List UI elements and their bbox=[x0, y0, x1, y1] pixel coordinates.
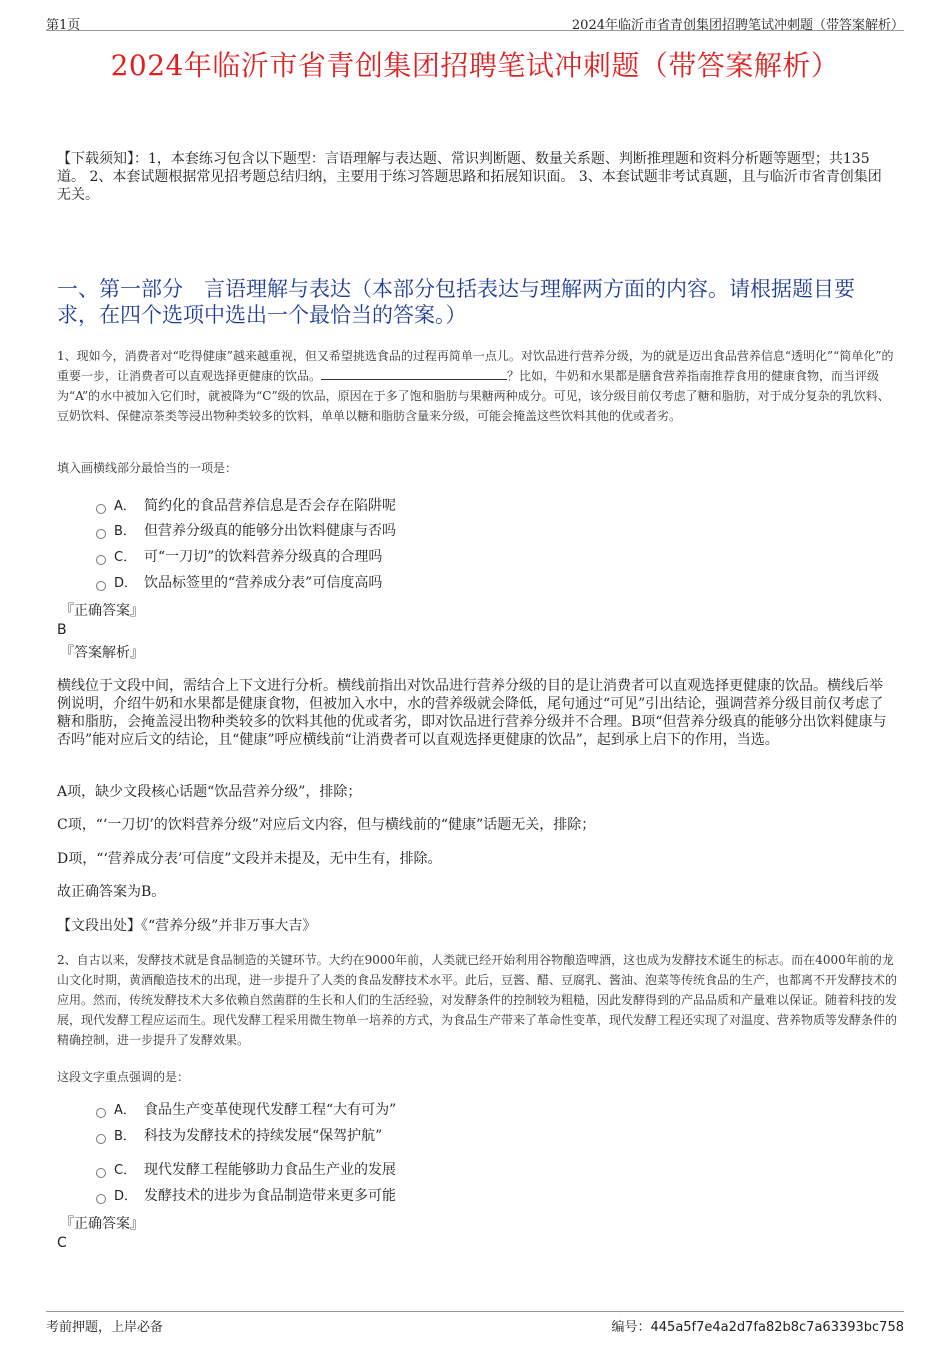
q1-option-c[interactable]: C． 可“一刀切”的饮料营养分级真的合理吗 bbox=[96, 546, 382, 568]
q1-analysis-option-a: A项，缺少文段核心话题“饮品营养分级”，排除； bbox=[57, 784, 362, 800]
radio-icon[interactable] bbox=[96, 1134, 106, 1144]
q1-answer: B bbox=[57, 622, 67, 638]
q1-analysis-paragraph: 横线位于文段中间，需结合上下文进行分析。横线前指出对饮品进行营养分级的目的是让消费者可以直观选择更健康的饮品。横线后举例说明，介绍牛奶和水果都是健康食物，但被加入水中，水的营养级就会降低，尾句通过“可见”引出结论，强调营养分级目前仅考虑了糖和脂肪，会掩盖浸出物种类较多的饮料其他的优或者劣，即对饮品进行营养分级并不合理。B项“但营养分级真的能够分出饮料健康与否吗”能对应后文的结论，且“健康”呼应横线前“让消费者可以直观选择更健康的饮品”，起到承上启下的作用，当选。 bbox=[57, 678, 887, 748]
radio-icon[interactable] bbox=[96, 1108, 106, 1118]
q1-analysis-option-c: C项，“‘一刀切’的饮料营养分级”对应后文内容，但与横线前的“健康”话题无关，排除； bbox=[57, 817, 596, 833]
question-1-stem bbox=[57, 346, 897, 426]
question-1-prompt: 填入画横线部分最恰当的一项是： bbox=[57, 461, 238, 475]
footer-code-label: 编号： bbox=[611, 1320, 651, 1335]
q1-analysis-option-d: D项，“‘营养成分表’可信度”文段并未提及，无中生有，排除。 bbox=[57, 851, 442, 867]
question-2-prompt: 这段文字重点强调的是： bbox=[57, 1070, 190, 1084]
page-header bbox=[46, 0, 904, 31]
q1-option-d[interactable]: D． 饮品标签里的“营养成分表”可信度高吗 bbox=[96, 572, 382, 594]
footer-slogan: 考前押题，上岸必备 bbox=[46, 1320, 164, 1335]
q2-option-d[interactable]: D． 发酵技术的进步为食品制造带来更多可能 bbox=[96, 1185, 396, 1207]
q1-analysis-conclusion: 故正确答案为B。 bbox=[57, 884, 166, 900]
q2-answer-label: 『正确答案』 bbox=[60, 1216, 144, 1232]
q1-answer-label: 『正确答案』 bbox=[60, 603, 144, 619]
page-footer bbox=[46, 1311, 904, 1335]
q1-option-a[interactable]: A． 简约化的食品营养信息是否会存在陷阱呢 bbox=[96, 495, 396, 517]
q1-source: 【文段出处】《“营养分级”并非万事大吉》 bbox=[57, 918, 317, 934]
page-title: 2024年临沂市省青创集团招聘笔试冲刺题（带答案解析） bbox=[110, 49, 840, 82]
radio-icon[interactable] bbox=[96, 555, 106, 565]
q2-option-c[interactable]: C． 现代发酵工程能够助力食品生产业的发展 bbox=[96, 1159, 396, 1181]
q1-analysis-label: 『答案解析』 bbox=[60, 645, 144, 661]
section-heading: 一、第一部分 言语理解与表达（本部分包括表达与理解两方面的内容。请根据题目要求，在四个选项中选出一个最恰当的答案。） bbox=[57, 277, 855, 327]
q2-option-b[interactable]: B． 科技为发酵技术的持续发展“保驾护航” bbox=[96, 1125, 382, 1147]
question-1-stem-part1: 1、现如今，消费者对“吃得健康”越来越重视，但又希望挑选食品的过程再简单一点儿。对饮品进行营养分级，为的就是迈出食品营养信息“透明化”“简单化”的重要一步，让消费者可以直观选择更健康的饮品。 bbox=[57, 349, 894, 383]
question-1-stem-part2: ？比如，牛奶和水果都是膳食营养指南推荐食用的健康食物，而当评级为“A”的水中被加入它们时，就被降为“C”级的饮品，原因在于多了饱和脂肪与果糖两种成分。可见，该分级目前仅考虑了糖和脂肪，对于成分复杂的乳饮料、豆奶饮料、保健凉茶类等浸出物种类较多的饮料，单单以糖和脂肪含量来分级，可能会掩盖这些饮料其他的优或者劣。 bbox=[57, 369, 890, 423]
radio-icon[interactable] bbox=[96, 1168, 106, 1178]
page-number: 第1页 bbox=[46, 18, 81, 33]
question-2-stem: 2、自古以来，发酵技术就是食品制造的关键环节。大约在9000年前，人类就已经开始利用谷物酿造啤酒，这也成为发酵技术诞生的标志。而在4000年前的龙山文化时期，黄酒酿造技术的出现，进一步提升了人类的食品发酵技术水平。此后，豆酱、醋、豆腐乳、酱油、泡菜等传统食品的生产，也都离不开发酵技术的应用。然而，传统发酵技术大多依赖自然菌群的生长和人们的生活经验，对发酵条件的控制较为粗糙，因此发酵得到的产品品质和产量难以保证。随着科技的发展，现代发酵工程应运而生。现代发酵工程采用微生物单一培养的方式，为食品生产带来了革命性变革，现代发酵工程还实现了对温度、营养物质等发酵条件的精确控制，进一步提升了发酵效果。 bbox=[57, 953, 898, 1047]
radio-icon[interactable] bbox=[96, 1194, 106, 1204]
download-notice: 【下载须知】：1，本套练习包含以下题型：言语理解与表达题、常识判断题、数量关系题、判断推理题和资料分析题等题型；共135道。 2、本套试题根据常见招考题总结归纳，主要用于练习答题思路和拓展知识面。 3、本套试题非考试真题，且与临沂市省青创集团无关。 bbox=[57, 151, 882, 203]
radio-icon[interactable] bbox=[96, 504, 106, 514]
q2-option-a[interactable]: A． 食品生产变革使现代发酵工程“大有可为” bbox=[96, 1099, 396, 1121]
header-doc-title: 2024年临沂市省青创集团招聘笔试冲刺题（带答案解析） bbox=[571, 18, 904, 33]
radio-icon[interactable] bbox=[96, 529, 106, 539]
answer-blank bbox=[321, 367, 507, 380]
footer-code bbox=[611, 1316, 904, 1335]
q1-option-b[interactable]: B． 但营养分级真的能够分出饮料健康与否吗 bbox=[96, 520, 396, 542]
radio-icon[interactable] bbox=[96, 581, 106, 591]
footer-code-value: 445a5f7e4a2d7fa82b8c7a63393bc758 bbox=[650, 1320, 904, 1335]
q2-answer: C bbox=[57, 1235, 67, 1251]
